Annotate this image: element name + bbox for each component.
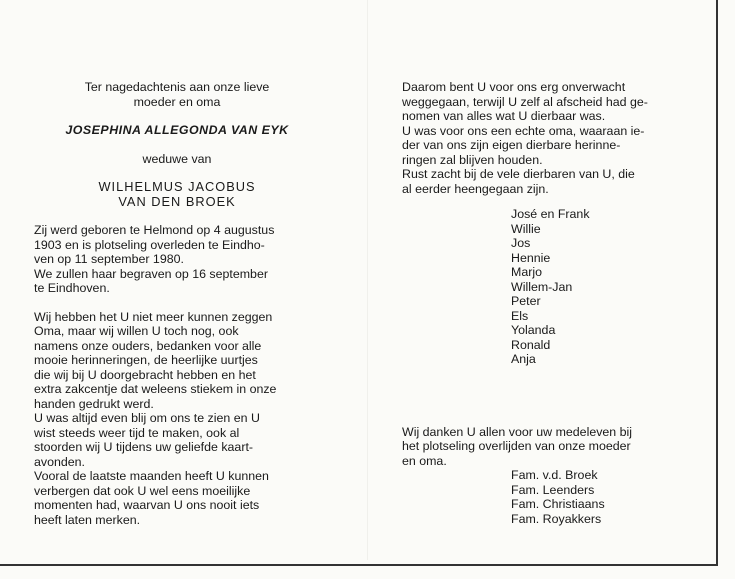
paragraph-line: en oma. <box>402 453 447 468</box>
paragraph-line: U was voor ons een echte oma, waaraan ie- <box>402 123 645 138</box>
intro-line: Ter nagedachtenis aan onze lieve <box>84 80 270 94</box>
grandchild-name: Peter <box>511 294 541 308</box>
family-list <box>402 468 714 526</box>
paragraph-line: ringen zal blijven houden. <box>402 152 543 167</box>
fold-line <box>367 0 368 560</box>
husband-name-line: WILHELMUS JACOBUS <box>98 179 256 194</box>
grandchild-name: Ronald <box>511 337 551 352</box>
paragraph-line: te Eindhoven. <box>34 281 110 295</box>
paragraph-line: extra zakcentje dat weleens stiekem in onze <box>34 382 277 396</box>
paragraph-line: wist steeds weer tijd te maken, ook al <box>34 425 240 440</box>
family-name: Fam. Royakkers <box>511 511 602 526</box>
paragraph-line: mooie herinneringen, de heerlijke uurtjes <box>34 353 258 367</box>
grandchild-name: José en Frank <box>511 207 590 221</box>
paragraph-line: die wij bij U doorgebracht hebben en het <box>34 367 256 382</box>
husband-name <box>34 180 320 209</box>
intro-text <box>34 80 320 109</box>
grandchild-name: Willem-Jan <box>511 279 573 294</box>
family-name: Fam. Christiaans <box>511 497 605 511</box>
grandchild-name: Anja <box>511 352 536 366</box>
family-name: Fam. Leenders <box>511 482 595 497</box>
paragraph-line: weggegaan, terwijl U zelf al afscheid had ge- <box>402 94 648 109</box>
paragraph-line: Rust zacht bij de vele dierbaren van U, die <box>402 167 635 181</box>
paragraph-line: stoorden wij U tijdens uw geliefde kaart- <box>34 440 254 454</box>
paragraph-line: Oma, maar wij willen U toch nog, ook <box>34 324 239 338</box>
right-page <box>402 80 714 526</box>
intro-line: moeder en oma <box>133 94 221 109</box>
card-edge-right <box>716 0 718 565</box>
paragraph-line: momenten had, waarvan U ons nooit iets <box>34 498 260 512</box>
birth-death-paragraph <box>34 223 320 296</box>
thanks-paragraph <box>402 425 714 469</box>
husband-name-line: VAN DEN BROEK <box>118 193 236 209</box>
farewell-paragraph <box>402 80 714 196</box>
paragraph-line: 1903 en is plotseling overleden te Eindho- <box>34 237 265 252</box>
grandchild-name: Jos <box>511 236 531 250</box>
card-edge-bottom <box>0 564 718 566</box>
paragraph-line: heeft laten merken. <box>34 512 141 527</box>
paragraph-line: al eerder heengegaan zijn. <box>402 181 549 196</box>
paragraph-line: Zij werd geboren te Helmond op 4 augustus <box>34 223 275 237</box>
paragraph-line: avonden. <box>34 454 85 469</box>
paragraph-line: het plotseling overlijden van onze moeder <box>402 439 631 453</box>
paragraph-line: ven op 11 september 1980. <box>34 252 184 266</box>
paragraph-line: nomen van alles wat U dierbaar was. <box>402 109 606 123</box>
paragraph-line: Daarom bent U voor ons erg onverwacht <box>402 80 626 94</box>
grandchild-name: Hennie <box>511 250 551 265</box>
paragraph-line: U was altijd even blij om ons te zien en U <box>34 411 260 425</box>
paragraph-line: verbergen dat ook U wel eens moeilijke <box>34 483 251 498</box>
paragraph-line: der van ons zijn eigen dierbare herinne- <box>402 138 621 152</box>
grandchild-name: Marjo <box>511 265 542 279</box>
grandchild-name: Els <box>511 308 529 323</box>
grandchildren-list <box>402 207 714 367</box>
grandchild-name: Willie <box>511 221 541 236</box>
deceased-name: JOSEPHINA ALLEGONDA VAN EYK <box>65 123 289 137</box>
paragraph-line: Wij danken U allen voor uw medeleven bij <box>402 424 633 439</box>
paragraph-line: Vooral de laatste maanden heeft U kunnen <box>34 469 269 483</box>
paragraph-line: namens onze ouders, bedanken voor alle <box>34 338 262 353</box>
widow-of-label: weduwe van <box>142 151 212 166</box>
paragraph-line: Wij hebben het U niet meer kunnen zeggen <box>34 309 273 324</box>
memory-paragraph <box>34 310 320 528</box>
family-name: Fam. v.d. Broek <box>511 468 598 482</box>
paragraph-line: handen gedrukt werd. <box>34 396 154 411</box>
paragraph-line: We zullen haar begraven op 16 september <box>34 266 268 281</box>
grandchild-name: Yolanda <box>511 323 556 337</box>
left-page <box>34 80 320 527</box>
